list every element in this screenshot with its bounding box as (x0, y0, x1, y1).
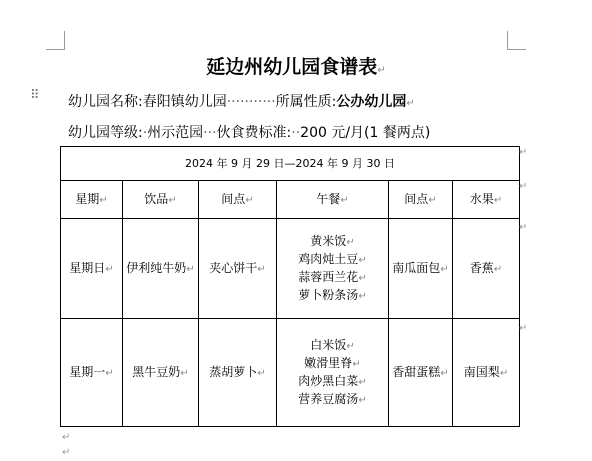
header-cell-lunch[interactable] (277, 181, 389, 219)
lunch-item-text: 黄米饭 (310, 233, 347, 248)
kindergarten-label: 幼儿园名称: (68, 94, 143, 110)
cell-mark-icon: ↵ (105, 263, 114, 275)
cell-mark-icon: ↵ (428, 194, 437, 206)
menu-table (60, 146, 520, 427)
row-end-mark-icon: ↵ (519, 323, 528, 334)
cell-mark-icon: ↵ (440, 367, 449, 379)
header-label: 间点 (404, 191, 429, 206)
fruit-cell[interactable] (453, 219, 520, 319)
header-cell-drink[interactable] (123, 181, 199, 219)
fee-value: 200 元/月(1 餐两点) (300, 125, 431, 141)
cell-mark-icon: ↵ (186, 263, 195, 275)
nature-label: 所属性质: (275, 94, 337, 110)
cell-mark-icon: ↵ (440, 263, 449, 275)
header-label: 饮品 (144, 191, 169, 206)
paragraph-mark-icon: ↵ (377, 65, 386, 76)
fruit-text: 香蕉 (469, 260, 494, 275)
snack-cell[interactable] (199, 219, 277, 319)
cell-mark-icon: ↵ (340, 194, 349, 206)
header-label: 间点 (221, 191, 246, 206)
cell-mark-icon: ↵ (180, 367, 189, 379)
lunch-item-text: 肉炒黑白菜 (298, 373, 359, 388)
crop-mark-top-right (507, 31, 526, 50)
info-line-2 (68, 123, 430, 143)
table-row (61, 319, 520, 427)
cell-mark-icon: ↵ (257, 263, 266, 275)
cell-mark-icon: ↵ (499, 367, 509, 379)
lunch-item-text: 营养豆腐汤 (298, 391, 359, 406)
drink-text: 黑牛豆奶 (132, 364, 181, 379)
date-range-cell[interactable] (61, 147, 520, 181)
cell-mark-icon: ↵ (168, 194, 177, 206)
row-end-mark-icon: ↵ (519, 222, 528, 233)
lunch-item: 白米饭↵ (310, 337, 355, 352)
lunch-item-text: 白米饭 (310, 337, 347, 352)
date-range: 2024 年 9 月 29 日—2024 年 9 月 30 日 (185, 157, 395, 170)
info-line-1 (68, 92, 415, 114)
level-value: 州示范园 (147, 125, 204, 141)
paragraph-mark-icon: ↵ (62, 432, 71, 443)
space-dots: · (142, 125, 148, 141)
snack-cell[interactable] (199, 319, 277, 427)
header-label: 水果 (469, 191, 494, 206)
day-cell[interactable] (61, 319, 123, 427)
fruit-text: 南国梨 (463, 364, 500, 379)
nature-value: 公办幼儿园 (336, 94, 407, 110)
drink-cell[interactable] (123, 219, 199, 319)
paragraph-mark-icon: ↵ (62, 447, 71, 458)
lunch-item: 嫩滑里脊↵ (304, 355, 361, 370)
row-end-mark-icon: ↵ (519, 181, 528, 192)
cell-mark-icon: ↵ (257, 367, 266, 379)
fruit-cell[interactable] (453, 319, 520, 427)
drink-cell[interactable] (123, 319, 199, 427)
lunch-cell[interactable] (277, 219, 389, 319)
snack-cell[interactable] (389, 319, 453, 427)
crop-mark-top-left (46, 31, 65, 50)
drag-handle-icon[interactable]: ⠿ (30, 88, 38, 103)
drink-text: 伊利纯牛奶 (126, 260, 187, 275)
cell-mark-icon: ↵ (245, 194, 254, 206)
day-text: 星期日 (69, 260, 106, 275)
lunch-item: 黄米饭↵ (310, 233, 355, 248)
header-label: 星期 (75, 191, 100, 206)
cell-mark-icon: ↵ (493, 263, 503, 275)
cell-mark-icon: ↵ (105, 367, 114, 379)
header-label: 午餐 (316, 191, 341, 206)
snack-text: 南瓜面包 (392, 260, 441, 275)
day-text: 星期一 (69, 364, 106, 379)
lunch-item: 蒜蓉西兰花↵ (298, 269, 367, 284)
fee-label: 伙食费标准: (216, 125, 292, 141)
snack-cell[interactable] (389, 219, 453, 319)
header-cell-fruit[interactable] (453, 181, 520, 219)
lunch-item: 鸡肉炖土豆↵ (298, 251, 367, 266)
snack-text: 蒸胡萝卜 (209, 364, 258, 379)
title-text: 延边州幼儿园食谱表 (206, 56, 378, 78)
space-dots: ··· (203, 125, 217, 141)
paragraph-mark-icon: ↵ (406, 98, 415, 109)
space-dots: ·· (291, 125, 301, 141)
header-cell-snack-2[interactable] (389, 181, 453, 219)
snack-text: 夹心饼干 (209, 260, 258, 275)
row-end-mark-icon: ↵ (519, 147, 528, 158)
lunch-item-text: 鸡肉炖土豆 (298, 251, 359, 266)
lunch-item: 萝卜粉条汤↵ (298, 287, 367, 302)
space-dots: ··········· (226, 94, 276, 110)
header-row (61, 181, 520, 219)
level-label: 幼儿园等级: (68, 125, 143, 141)
table-row (61, 219, 520, 319)
cell-mark-icon: ↵ (493, 194, 503, 206)
lunch-item: 营养豆腐汤↵ (298, 391, 367, 406)
lunch-item: 肉炒黑白菜↵ (298, 373, 367, 388)
cell-mark-icon: ↵ (99, 194, 108, 206)
lunch-item-text: 嫩滑里脊 (304, 355, 353, 370)
snack-text: 香甜蛋糕 (392, 364, 441, 379)
day-cell[interactable] (61, 219, 123, 319)
header-cell-snack-1[interactable] (199, 181, 277, 219)
lunch-cell[interactable] (277, 319, 389, 427)
header-cell-weekday[interactable] (61, 181, 123, 219)
kindergarten-name: 春阳镇幼儿园 (142, 94, 227, 110)
lunch-item-text: 蒜蓉西兰花 (298, 269, 359, 284)
document-title (0, 55, 592, 83)
date-row (61, 147, 520, 181)
lunch-item-text: 萝卜粉条汤 (298, 287, 359, 302)
